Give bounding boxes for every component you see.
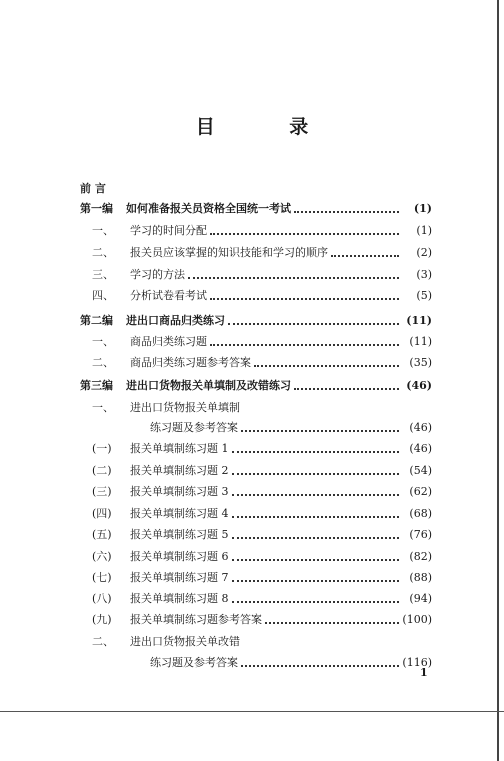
toc-entry bbox=[80, 178, 432, 196]
toc-entry-number: 四、 bbox=[92, 289, 114, 302]
toc-leader-dots bbox=[241, 664, 399, 667]
toc-entry-title: 报关单填制练习题 7 bbox=[130, 571, 229, 584]
toc-entry-title: 进出口货物报关单填制及改错练习 bbox=[126, 379, 291, 392]
toc-leader-dots bbox=[188, 276, 399, 279]
toc-entry-page: (88) bbox=[409, 571, 432, 584]
toc-entry bbox=[80, 242, 432, 260]
toc-entry-title: 商品归类练习题 bbox=[130, 335, 207, 348]
toc-entry-number: (三) bbox=[92, 485, 112, 498]
toc-entry-title: 商品归类练习题参考答案 bbox=[130, 356, 251, 369]
toc-entry bbox=[80, 375, 432, 393]
page-number: 1 bbox=[420, 666, 428, 679]
toc-entry bbox=[80, 352, 432, 370]
toc-entry bbox=[80, 264, 432, 282]
toc-entry-title: 报关单填制练习题 3 bbox=[130, 485, 229, 498]
toc-entry-page: (5) bbox=[416, 289, 432, 302]
toc-entry-number: 一、 bbox=[92, 401, 114, 414]
toc-entry-page: (62) bbox=[409, 485, 432, 498]
toc-entry-number: 二、 bbox=[92, 635, 114, 648]
toc-entry-page: (94) bbox=[409, 592, 432, 605]
toc-leader-dots bbox=[331, 254, 399, 257]
toc-entry-title: 进出口商品归类练习 bbox=[126, 314, 225, 327]
toc-leader-dots bbox=[241, 429, 399, 432]
toc-entry-number: 第二编 bbox=[80, 314, 113, 327]
toc-entry-title: 报关单填制练习题 6 bbox=[130, 550, 229, 563]
toc-entry-page: (76) bbox=[409, 528, 432, 541]
toc-entry-number: (五) bbox=[92, 528, 112, 541]
toc-entry-number: 第一编 bbox=[80, 202, 113, 215]
toc-entry-page: (82) bbox=[409, 550, 432, 563]
toc-entry bbox=[80, 631, 432, 649]
toc-entry bbox=[80, 460, 432, 478]
toc-entry-page: (116) bbox=[402, 656, 432, 669]
toc-entry-page: (100) bbox=[402, 613, 432, 626]
toc-entry-page: (46) bbox=[406, 379, 432, 392]
toc-leader-dots bbox=[232, 493, 400, 496]
toc-entry bbox=[80, 417, 432, 435]
toc-entry bbox=[80, 331, 432, 349]
toc-entry-number: (一) bbox=[92, 442, 112, 455]
toc-entry bbox=[80, 438, 432, 456]
toc-entry-number: 一、 bbox=[92, 335, 114, 348]
toc-entry-page: (11) bbox=[406, 314, 432, 327]
toc-entry bbox=[80, 524, 432, 542]
toc-entry bbox=[80, 588, 432, 606]
toc-entry-title: 进出口货物报关单填制 bbox=[130, 401, 240, 414]
toc-entry-title: 学习的时间分配 bbox=[130, 224, 207, 237]
toc-entry-number: (九) bbox=[92, 613, 112, 626]
toc-leader-dots bbox=[232, 472, 400, 475]
toc-leader-dots bbox=[232, 536, 400, 539]
toc-entry-title: 报关单填制练习题参考答案 bbox=[130, 613, 262, 626]
toc-entry-title: 进出口货物报关单改错 bbox=[130, 635, 240, 648]
toc-entry-number: (六) bbox=[92, 550, 112, 563]
toc-entry-page: (1) bbox=[416, 224, 432, 237]
toc-entry bbox=[80, 285, 432, 303]
toc-leader-dots bbox=[232, 579, 400, 582]
toc-leader-dots bbox=[254, 364, 399, 367]
toc-entry-page: (11) bbox=[409, 335, 432, 348]
toc-entry bbox=[80, 481, 432, 499]
toc-entry-number: 前 言 bbox=[80, 182, 106, 195]
toc-entry-title: 分析试卷看考试 bbox=[130, 289, 207, 302]
toc-leader-dots bbox=[232, 600, 400, 603]
toc-entry-number: (四) bbox=[92, 507, 112, 520]
toc-entry bbox=[80, 567, 432, 585]
toc-entry-page: (3) bbox=[416, 268, 432, 281]
toc-entry-page: (54) bbox=[409, 464, 432, 477]
toc-entry-page: (46) bbox=[409, 421, 432, 434]
toc-entry-page: (46) bbox=[409, 442, 432, 455]
toc-leader-dots bbox=[232, 515, 400, 518]
toc-entry-title: 报关单填制练习题 1 bbox=[130, 442, 229, 455]
toc-leader-dots bbox=[210, 343, 399, 346]
toc-leader-dots bbox=[228, 322, 399, 325]
toc-entry-title: 报关单填制练习题 4 bbox=[130, 507, 229, 520]
toc-entry bbox=[80, 198, 432, 216]
toc-entry bbox=[80, 652, 432, 670]
toc-entry-number: 二、 bbox=[92, 356, 114, 369]
toc-leader-dots bbox=[294, 387, 399, 390]
toc-entry bbox=[80, 503, 432, 521]
toc-leader-dots bbox=[210, 232, 399, 235]
toc-entry-number: 一、 bbox=[92, 224, 114, 237]
toc-leader-dots bbox=[232, 558, 400, 561]
footer-rule bbox=[0, 711, 504, 712]
toc-entry-title: 如何准备报关员资格全国统一考试 bbox=[126, 202, 291, 215]
toc-entry-page: (2) bbox=[416, 246, 432, 259]
toc-entry-number: (七) bbox=[92, 571, 112, 584]
toc-entry-number: 第三编 bbox=[80, 379, 113, 392]
toc-leader-dots bbox=[265, 621, 399, 624]
toc-entry bbox=[80, 310, 432, 328]
toc-entry-number: 二、 bbox=[92, 246, 114, 259]
toc-entry bbox=[80, 609, 432, 627]
toc-entry-title: 学习的方法 bbox=[130, 268, 185, 281]
toc-entry-title: 报关员应该掌握的知识技能和学习的顺序 bbox=[130, 246, 328, 259]
toc-entry-number: (二) bbox=[92, 464, 112, 477]
toc-entry-title: 练习题及参考答案 bbox=[150, 656, 238, 669]
toc-entry-title: 报关单填制练习题 5 bbox=[130, 528, 229, 541]
toc-entry bbox=[80, 546, 432, 564]
toc-entry-title: 报关单填制练习题 8 bbox=[130, 592, 229, 605]
toc-entry-title: 练习题及参考答案 bbox=[150, 421, 238, 434]
toc-entry-number: (八) bbox=[92, 592, 112, 605]
toc-entry bbox=[80, 220, 432, 238]
toc-entry-number: 三、 bbox=[92, 268, 114, 281]
toc-entry-title: 报关单填制练习题 2 bbox=[130, 464, 229, 477]
toc-entry-page: (35) bbox=[409, 356, 432, 369]
toc-entry-page: (1) bbox=[413, 202, 432, 215]
toc-leader-dots bbox=[232, 450, 400, 453]
toc-entry bbox=[80, 397, 432, 415]
toc-entry-page: (68) bbox=[409, 507, 432, 520]
toc-leader-dots bbox=[210, 297, 399, 300]
page-title: 目 录 bbox=[195, 116, 343, 138]
toc-leader-dots bbox=[294, 210, 399, 213]
